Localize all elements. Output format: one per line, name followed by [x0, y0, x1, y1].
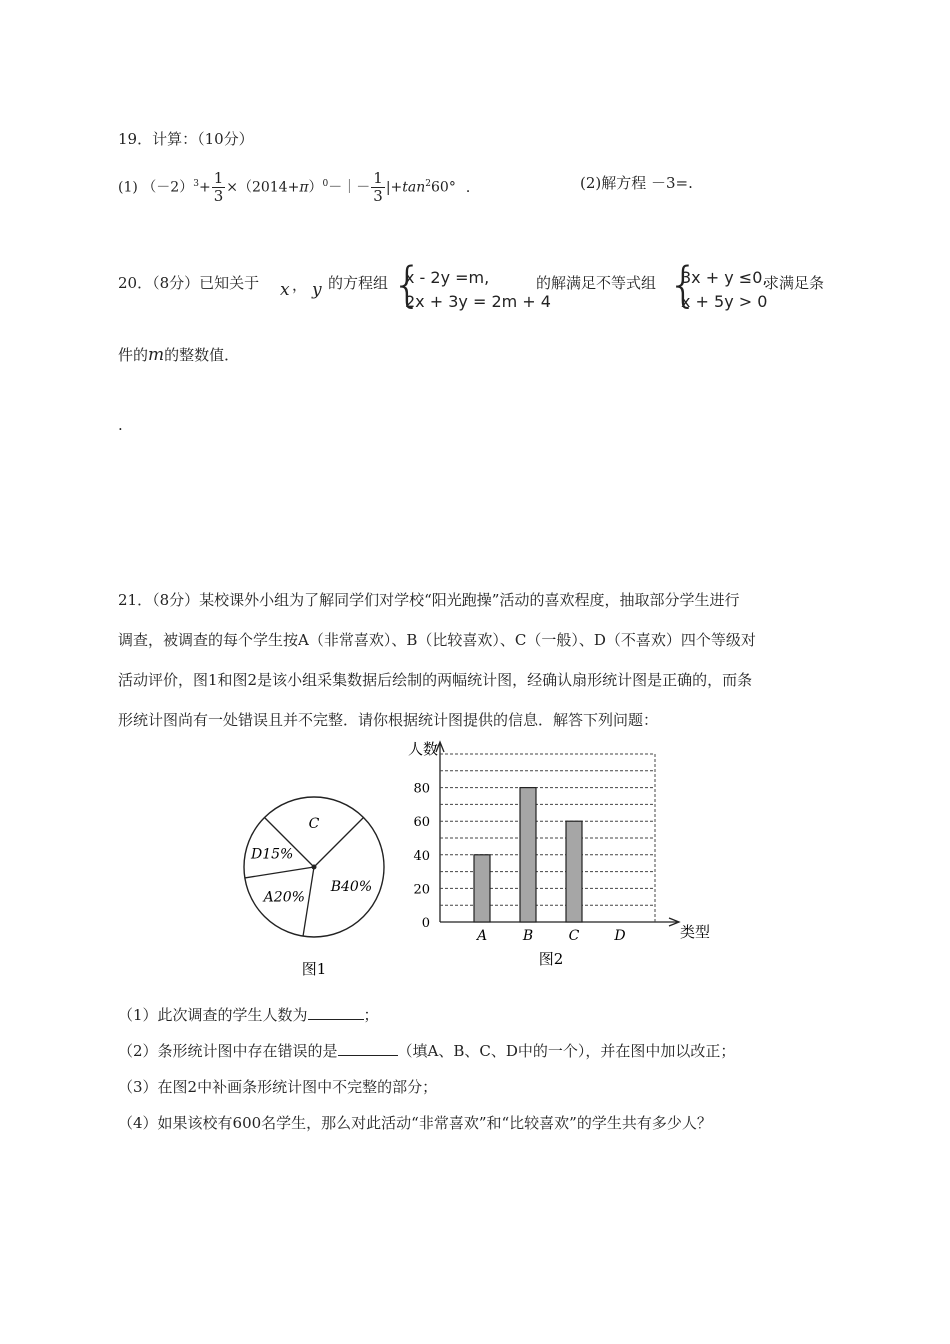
- q21-paragraph: [118, 580, 838, 740]
- q19-part1: [118, 162, 480, 206]
- q19-pi: π: [299, 179, 309, 196]
- pie-label-D: D15%: [250, 846, 294, 863]
- q21-sub1: [118, 1004, 379, 1025]
- pie-group: [244, 797, 384, 937]
- y-tick-40: 40: [413, 848, 430, 864]
- q19-p1-exp0: 0: [322, 179, 329, 189]
- q20-line2: [118, 344, 239, 365]
- q20-line2-a: 件的: [118, 346, 149, 364]
- q19-p1-base: （－2）: [142, 179, 194, 196]
- inequality-system: [681, 266, 767, 314]
- bar-A: [474, 855, 490, 922]
- fraction-one-third-2: [371, 171, 385, 204]
- q21-sub2: [118, 1040, 735, 1061]
- bar-group: [408, 740, 710, 968]
- q20-line1: [118, 272, 259, 293]
- x-tick-D: D: [614, 928, 626, 944]
- q20-var-x: x: [280, 280, 290, 300]
- inequality-2: x + 5y > 0: [681, 292, 768, 311]
- bar-title: 图2: [538, 950, 564, 968]
- q19-header: 19．计算：（10分）: [118, 130, 254, 148]
- q21-sub4: （4）如果该校有600名学生，那么对此活动“非常喜欢”和“比较喜欢”的学生共有多少人？: [118, 1114, 712, 1132]
- inequality-brace: {: [668, 257, 699, 313]
- pie-title: 图1: [301, 960, 327, 978]
- equation-system: [405, 266, 551, 314]
- pie-center-dot: [312, 865, 317, 870]
- pie-divider-0: [314, 818, 363, 867]
- equation-2: 2x + 3y = 2m + 4: [405, 292, 551, 311]
- q20-var-y: y: [312, 280, 322, 300]
- q19-tan-exp: 2: [425, 179, 431, 189]
- q19-p1-minus-abs: －｜－: [328, 179, 371, 196]
- q19-tan-arg: 60°: [431, 179, 456, 196]
- q21-sub1-text: （1）此次调查的学生人数为: [118, 1006, 308, 1024]
- q19-tan: tan: [402, 179, 426, 196]
- x-tick-C: C: [568, 928, 580, 944]
- pie-label-A: A20%: [263, 889, 305, 906]
- q20-var-m: m: [148, 345, 165, 365]
- fraction-one-third: [212, 171, 226, 204]
- pie-chart: [230, 780, 400, 990]
- q20-part4: 求满足条: [764, 274, 825, 292]
- q20-comma: ，: [292, 276, 308, 294]
- y-tick-80: 80: [413, 781, 430, 797]
- x-tick-A: A: [476, 928, 488, 944]
- q20-part3: 的解满足不等式组: [536, 274, 657, 292]
- x-tick-B: B: [522, 928, 534, 944]
- stray-dot: .: [118, 416, 123, 434]
- frac-num: 1: [373, 169, 383, 188]
- frac-den: 3: [213, 187, 224, 206]
- x-axis-label: 类型: [680, 923, 711, 941]
- y-tick-0: 0: [421, 916, 430, 931]
- pie-label-C: C: [308, 816, 320, 832]
- q21-line4: 形统计图尚有一处错误且并不完整．请你根据统计图提供的信息．解答下列问题：: [118, 711, 659, 729]
- q19-p1-abs-close: |+: [385, 179, 403, 196]
- y-tick-20: 20: [413, 882, 430, 898]
- q20-line2-b: 的整数值．: [164, 346, 240, 364]
- q19-p1-times: ×（2014+: [226, 179, 300, 196]
- q21-line1: 21．（8分）某校课外小组为了解同学们对学校“阳光跑操”活动的喜欢程度，抽取部分学生进行: [118, 591, 740, 609]
- q21-sub2-end: （填A、B、C、D中的一个），并在图中加以改正；: [397, 1042, 736, 1060]
- inequality-1: 3x + y ≤0,: [681, 268, 768, 287]
- q21-sub1-end: ；: [363, 1006, 379, 1024]
- system-brace: {: [392, 257, 423, 313]
- q21-line2: 调查，被调查的每个学生按A（非常喜欢）、B（比较喜欢）、C（一般）、D（不喜欢）四个等级对: [118, 631, 756, 649]
- frac-den: 3: [373, 187, 383, 206]
- q19-part2: (2)解方程 －3=.: [580, 174, 693, 192]
- bar-C: [566, 821, 582, 922]
- q19-p1-close: ）: [308, 179, 323, 196]
- q20-part1: 20．（8分）已知关于: [118, 274, 260, 292]
- q19-p1-end: ．: [465, 179, 480, 196]
- bar-chart: [400, 740, 730, 980]
- q20-part2: 的方程组: [328, 274, 389, 292]
- y-axis-label: 人数: [408, 740, 439, 758]
- q21-line3: 活动评价，图1和图2是该小组采集数据后绘制的两幅统计图，经确认扇形统计图是正确的，而条: [118, 671, 753, 689]
- pie-divider-2: [245, 867, 314, 878]
- answer-blank-1[interactable]: [308, 1005, 364, 1020]
- q19-p1-exp: 3: [193, 179, 199, 189]
- q21-sub2-text: （2）条形统计图中存在错误的是: [118, 1042, 338, 1060]
- q19-p1-label: (1): [118, 179, 138, 196]
- frac-num: 1: [213, 169, 224, 188]
- bar-B: [520, 788, 536, 922]
- q19-p1-plus: +: [198, 179, 211, 196]
- q21-sub3: （3）在图2中补画条形统计图中不完整的部分；: [118, 1078, 438, 1096]
- answer-blank-2[interactable]: [338, 1041, 398, 1056]
- equation-1: x - 2y =m,: [405, 268, 490, 287]
- y-tick-60: 60: [413, 815, 430, 831]
- pie-label-B: B40%: [330, 879, 373, 896]
